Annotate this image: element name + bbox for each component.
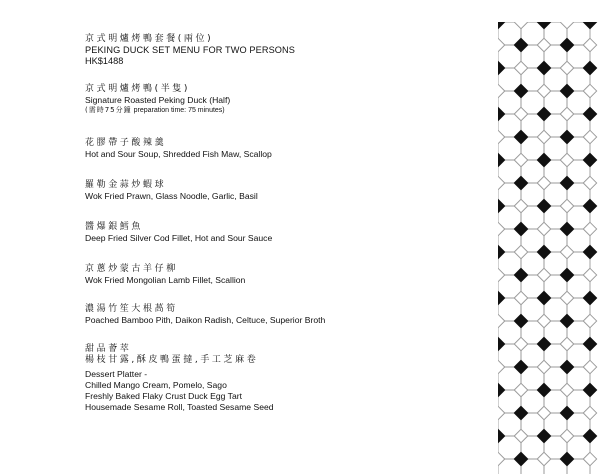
lattice-diamond-outline (514, 291, 527, 304)
lattice-diamond-outline (560, 245, 573, 258)
course-lamb (85, 264, 485, 286)
course-name-zh: 京蔥炒蒙古羊仔柳 (85, 264, 178, 274)
lattice-diamond-filled (537, 61, 550, 74)
lattice-diamond-filled (583, 245, 596, 258)
lattice-diamond-outline (583, 406, 596, 419)
dessert-line: Housemade Sesame Roll, Toasted Sesame Seed (85, 402, 274, 412)
lattice-diamond-filled (560, 222, 573, 235)
lattice-diamond-filled (537, 291, 550, 304)
lattice-diamond-filled (498, 429, 505, 442)
set-menu-title-en: PEKING DUCK SET MENU FOR TWO PERSONS (85, 45, 296, 55)
lattice-diamond-outline (583, 268, 596, 281)
lattice-diamond-filled (560, 314, 573, 327)
course-name-zh: 花膠帶子酸辣羹 (85, 138, 167, 148)
lattice-diamond-filled (537, 22, 550, 29)
lattice-diamond-filled (583, 61, 596, 74)
lattice-diamond-outline (514, 245, 527, 258)
lattice-diamond-filled (498, 153, 505, 166)
course-soup (85, 138, 485, 160)
lattice-diamond-filled (514, 360, 527, 373)
lattice-diamond-filled (583, 337, 596, 350)
lattice-diamond-outline (514, 337, 527, 350)
lattice-diamond-filled (514, 38, 527, 51)
lattice-diamond-filled (498, 199, 505, 212)
lattice-diamond-filled (498, 383, 505, 396)
course-peking-duck (85, 84, 485, 115)
lattice-diamond-outline (583, 314, 596, 327)
course-cod (85, 222, 485, 244)
lattice-diamond-outline (560, 199, 573, 212)
lattice-diamond-outline (583, 84, 596, 97)
lattice-diamond-outline (560, 107, 573, 120)
lattice-diamond-filled (514, 268, 527, 281)
menu (85, 34, 485, 412)
lattice-diamond-filled (583, 199, 596, 212)
lattice-diamond-filled (537, 383, 550, 396)
lattice-diamond-filled (498, 107, 505, 120)
lattice-diamond-filled (498, 337, 505, 350)
course-name-en: Signature Roasted Peking Duck (Half) (85, 95, 231, 105)
lattice-diamond-filled (583, 429, 596, 442)
lattice-diamond-outline (537, 38, 550, 51)
course-name-zh: 羅勒金蒜炒蝦球 (85, 180, 167, 190)
course-prawn (85, 180, 485, 202)
lattice-diamond-outline (583, 38, 596, 51)
lattice-diamond-filled (560, 452, 573, 465)
lattice-diamond-filled (514, 314, 527, 327)
course-name-en: Deep Fried Silver Cod Fillet, Hot and Sour Sauce (85, 233, 273, 243)
lattice-diamond-outline (583, 222, 596, 235)
lattice-diamond-outline (560, 291, 573, 304)
course-name-en: Wok Fried Prawn, Glass Noodle, Garlic, Basil (85, 191, 258, 201)
lattice-diamond-filled (537, 429, 550, 442)
course-name-en: Wok Fried Mongolian Lamb Fillet, Scallion (85, 275, 246, 285)
lattice-diamond-filled (498, 22, 505, 29)
set-menu-header (85, 34, 485, 67)
lattice-diamond-outline (560, 337, 573, 350)
course-name-en: Poached Bamboo Pith, Daikon Radish, Celtuce, Superior Broth (85, 315, 326, 325)
lattice-diamond-outline (537, 176, 550, 189)
lattice-diamond-filled (498, 61, 505, 74)
lattice-diamond-filled (560, 84, 573, 97)
lattice-diamond-outline (537, 406, 550, 419)
course-name-en: Hot and Sour Soup, Shredded Fish Maw, Scallop (85, 149, 272, 159)
lattice-diamond-filled (560, 360, 573, 373)
lattice-diamond-filled (583, 153, 596, 166)
lattice-diamond-outline (537, 84, 550, 97)
lattice-diamond-filled (583, 291, 596, 304)
dessert-line: Chilled Mango Cream, Pomelo, Sago (85, 380, 227, 390)
lattice-diamond-filled (514, 130, 527, 143)
lattice-diamond-filled (583, 383, 596, 396)
lattice-diamond-filled (560, 130, 573, 143)
preparation-note (85, 106, 485, 115)
lattice-diamond-filled (583, 22, 596, 29)
lattice-diamond-filled (560, 406, 573, 419)
dessert-description (85, 369, 485, 413)
course-dessert (85, 344, 485, 413)
lattice-diamond-outline (560, 429, 573, 442)
lattice-diamond-outline (498, 222, 505, 235)
lattice-diamond-filled (560, 176, 573, 189)
lattice-diamond-outline (560, 383, 573, 396)
course-name-zh: 甜品薈萃 (85, 344, 132, 354)
lattice-diamond-filled (514, 222, 527, 235)
lattice-diamond-filled (498, 291, 505, 304)
lattice-diamond-filled (537, 337, 550, 350)
lattice-diamond-filled (514, 406, 527, 419)
dessert-line: Freshly Baked Flaky Crust Duck Egg Tart (85, 391, 242, 401)
course-name-zh: 醬爆銀鱈魚 (85, 222, 144, 232)
lattice-diamond-filled (537, 199, 550, 212)
lattice-diamond-outline (514, 107, 527, 120)
course-name-zh: 濃湯竹笙大根萵筍 (85, 304, 178, 314)
lattice-diamond-filled (537, 245, 550, 258)
lattice-diamond-outline (560, 153, 573, 166)
lattice-diamond-outline (514, 61, 527, 74)
lattice-diamond-outline (583, 452, 596, 465)
lattice-diamond-filled (560, 268, 573, 281)
lattice-diamond-outline (583, 130, 596, 143)
lattice-diamond-outline (537, 268, 550, 281)
lattice-diamond-filled (560, 38, 573, 51)
decorative-lattice-pattern (498, 22, 600, 474)
preparation-note-zh: (需時75分鐘 (85, 106, 132, 114)
lattice-diamond-outline (537, 314, 550, 327)
lattice-diamond-filled (514, 176, 527, 189)
lattice-diamond-outline (583, 176, 596, 189)
dessert-line: Dessert Platter - (85, 369, 148, 379)
lattice-diamond-outline (537, 130, 550, 143)
set-menu-title-zh: 京式明爐烤鴨套餐(兩位) (85, 34, 214, 44)
lattice-diamond-outline (514, 383, 527, 396)
lattice-diamond-outline (498, 406, 505, 419)
lattice-diamond-outline (498, 268, 505, 281)
lattice-diamond-outline (498, 130, 505, 143)
lattice-diamond-outline (560, 22, 573, 29)
lattice-diamond-outline (498, 452, 505, 465)
lattice-diamond-outline (498, 360, 505, 373)
lattice-diamond-filled (583, 107, 596, 120)
lattice-diamond-filled (514, 84, 527, 97)
lattice-diamond-outline (537, 452, 550, 465)
course-name-zh: 京式明爐烤鴨(半隻) (85, 84, 191, 94)
lattice-diamond-outline (514, 153, 527, 166)
lattice-diamond-filled (537, 153, 550, 166)
lattice-diamond-outline (560, 61, 573, 74)
lattice-diamond-outline (514, 429, 527, 442)
preparation-note-en: preparation time: 75 minutes) (133, 107, 225, 114)
lattice-diamond-filled (498, 245, 505, 258)
lattice-diamond-filled (514, 452, 527, 465)
lattice-diamond-filled (537, 107, 550, 120)
lattice-diamond-outline (514, 22, 527, 29)
lattice-diamond-outline (537, 360, 550, 373)
lattice-diamond-outline (498, 314, 505, 327)
lattice-diamond-outline (498, 176, 505, 189)
lattice-diamond-outline (498, 84, 505, 97)
lattice-diamond-outline (498, 38, 505, 51)
lattice-diamond-outline (537, 222, 550, 235)
lattice-diamond-outline (583, 360, 596, 373)
lattice-diamond-outline (514, 199, 527, 212)
course-subtitle-zh: 楊枝甘露,酥皮鴨蛋撻,手工芝麻卷 (85, 355, 259, 365)
set-menu-price: HK$1488 (85, 56, 124, 66)
course-bamboo-pith (85, 304, 485, 326)
